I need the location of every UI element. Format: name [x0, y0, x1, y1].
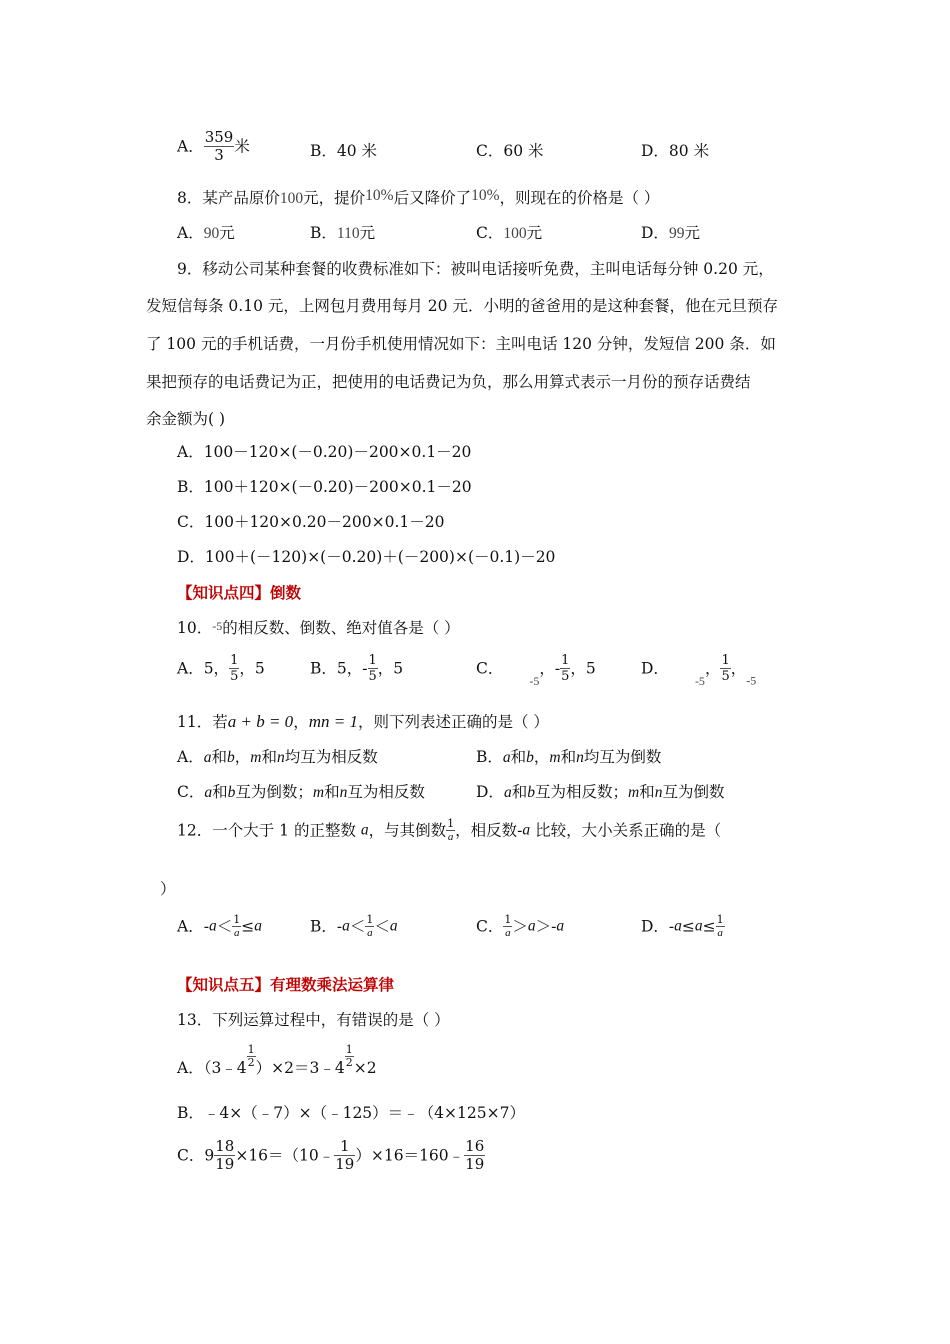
unit: 元: [526, 224, 543, 242]
operator: ＜: [216, 917, 233, 936]
operator: ＞: [512, 917, 528, 936]
option-label: A．: [177, 748, 204, 766]
q10-option-c: [476, 653, 596, 691]
q8-option-a: [177, 223, 235, 244]
fraction: [720, 653, 730, 684]
q8-option-c: [476, 223, 542, 244]
variable: a: [556, 917, 565, 935]
operator: ＜: [374, 917, 390, 936]
numerator: 18: [215, 1137, 235, 1155]
operator: ＞-: [535, 917, 557, 936]
variable: b: [526, 749, 534, 766]
option-text: 均互为相反数: [284, 748, 378, 766]
q10-text: 的相反数、倒数、绝对值各是（ ）: [222, 619, 460, 637]
option-text: A．（3﹣4: [177, 1059, 247, 1077]
denominator: 19: [335, 1155, 355, 1173]
numerator: 1: [504, 913, 512, 926]
variable: n: [339, 784, 348, 801]
q9-option-a: A．100－120×(－0.20)－200×0.1－20: [177, 443, 472, 461]
fraction: [232, 914, 241, 939]
variable: a: [694, 917, 703, 935]
variable: a: [204, 784, 213, 801]
q11-option-c: [177, 782, 425, 803]
numerator: 359: [204, 128, 234, 146]
fraction: [204, 129, 235, 164]
variable: m: [549, 749, 561, 766]
option-text: ×2: [353, 1059, 377, 1077]
variable: m: [250, 749, 262, 766]
variable: a: [389, 917, 398, 935]
fraction: [464, 1138, 485, 1173]
option-label: D．: [476, 783, 504, 801]
q9-line-1: 9．移动公司某种套餐的收费标准如下：被叫电话接听免费，主叫电话每分钟 0.20 元，: [177, 260, 774, 278]
denominator: 5: [721, 669, 730, 684]
numerator: 1: [721, 653, 730, 668]
option-label: C．: [476, 224, 504, 242]
q8-text: ，则现在的价格是（ ）: [499, 189, 660, 207]
option-text: ）×2＝3﹣4: [255, 1059, 345, 1077]
option-value: 99: [668, 225, 685, 242]
operator: ＜: [349, 917, 366, 936]
variable: b: [227, 784, 236, 801]
q9-line-4: 果把预存的电话费记为正，把使用的电话费记为负，那么用算式表示一月份的预存话费结: [146, 373, 751, 391]
unit: 元: [219, 224, 235, 242]
option-text: 互为倒数: [662, 783, 725, 801]
numerator: 1: [334, 1138, 355, 1156]
numerator: 1: [345, 1043, 353, 1056]
q11-option-d: [476, 782, 724, 803]
option-label: C．: [476, 917, 504, 936]
q12-text: 比较，大小关系正确的是（: [530, 821, 722, 840]
denominator: 2: [345, 1056, 353, 1069]
denominator: a: [367, 927, 373, 939]
fraction: [214, 1138, 235, 1173]
denominator: a: [233, 927, 240, 939]
option-label: D．-: [641, 917, 675, 936]
option-value: 100: [503, 225, 527, 242]
option-label: A．: [177, 224, 204, 242]
q11-text: ，则下列表述正确的是（ ）: [357, 713, 549, 731]
variable: a: [254, 917, 262, 935]
q12-close-paren: ）: [160, 880, 176, 898]
variable: a: [522, 821, 531, 839]
q7-option-a: [177, 129, 250, 164]
unit: 米: [234, 137, 250, 156]
option-text: ，: [234, 748, 251, 766]
option-label: A．5，: [177, 659, 230, 678]
variable: b: [527, 784, 535, 801]
option-text: C．9: [177, 1146, 215, 1165]
option-text: 和: [212, 783, 228, 801]
q10-text: 10．: [177, 619, 213, 637]
denominator: a: [717, 927, 723, 939]
option-value: 110: [336, 225, 360, 242]
option-value: 90: [203, 225, 220, 242]
option-label: A．-: [177, 917, 209, 936]
fraction: [345, 1044, 354, 1069]
q7-option-b: B．40 米: [310, 142, 378, 160]
q10-value: -5: [212, 619, 223, 633]
option-label: D．: [641, 224, 669, 242]
minus-sign: -: [554, 659, 561, 678]
q11-option-a: [177, 747, 378, 768]
q7-option-d: D．80 米: [641, 142, 710, 160]
q10-option-d: [641, 653, 756, 691]
operator: ≤: [702, 917, 716, 936]
variable: a: [342, 917, 350, 935]
q12-option-b: [310, 914, 398, 939]
option-label: B．-: [310, 917, 343, 936]
variable: a: [360, 821, 369, 839]
variable: m: [312, 784, 325, 801]
unit: 元: [359, 224, 376, 242]
q8-value: 10%: [365, 187, 394, 204]
option-label: B．: [310, 224, 337, 242]
option-text: 和: [211, 748, 227, 766]
q7-option-a-label: A．: [177, 137, 204, 156]
q11-stem: [177, 712, 549, 732]
denominator: a: [447, 831, 454, 843]
option-label: C．: [476, 659, 504, 678]
option-text: 互为倒数；: [235, 783, 313, 801]
section-heading-5: 【知识点五】有理数乘法运算律: [177, 975, 395, 994]
q8-option-b: [310, 223, 375, 244]
option-label: B．5，: [310, 659, 363, 678]
q8-text: 8．某产品原价: [177, 189, 280, 207]
q12-option-d: [641, 914, 725, 939]
denominator: 5: [368, 669, 377, 684]
fraction: [247, 1044, 256, 1069]
fraction: [560, 653, 570, 684]
denominator: 3: [214, 146, 224, 164]
option-label: C．: [177, 783, 205, 801]
q10-option-a: [177, 653, 265, 684]
operator: ≤: [241, 917, 255, 936]
q9-line-2: 发短信每条 0.10 元，上网包月费用每月 20 元．小明的爸爸用的是这种套餐，他在元旦预存: [146, 297, 778, 315]
option-text: 均互为倒数: [583, 748, 662, 766]
q12-option-c: [476, 914, 564, 939]
option-text: 和: [510, 748, 527, 766]
q10-option-b: [310, 653, 403, 684]
numerator: 1: [230, 653, 239, 668]
separator: ，: [730, 659, 747, 678]
q7-option-c: C．60 米: [476, 142, 544, 160]
q9-option-b: B．100＋120×(－0.20)－200×0.1－20: [177, 478, 472, 496]
q9-line-3: 了 100 元的手机话费，一月份手机使用情况如下：主叫电话 120 分钟，发短信 200 条．如: [146, 335, 776, 353]
q13-option-b: B．﹣4×（﹣7）×（﹣125）＝﹣（4×125×7）: [177, 1104, 525, 1122]
q10-stem: [177, 618, 460, 639]
variable: a: [674, 917, 682, 935]
numerator: 1: [247, 1043, 255, 1056]
variable: b: [226, 749, 235, 766]
option-text: 和: [511, 783, 528, 801]
separator: ，: [704, 659, 721, 678]
variable: a: [503, 784, 512, 801]
q13-option-a: [177, 1044, 377, 1078]
fraction: [334, 1138, 355, 1173]
denominator: a: [505, 927, 511, 939]
numerator: 1: [561, 653, 570, 668]
option-value: -5: [694, 673, 705, 688]
q8-text: 后又降价了: [393, 189, 472, 207]
numerator: 1: [233, 913, 241, 926]
numerator: 1: [366, 913, 374, 926]
denominator: 5: [561, 669, 570, 684]
q12-text: ，相反数-: [455, 821, 523, 840]
option-text: 和: [639, 783, 655, 801]
q9-option-c: C．100＋120×0.20－200×0.1－20: [177, 513, 445, 531]
variable: a: [527, 917, 536, 935]
denominator: 5: [230, 669, 239, 684]
option-value: -5: [746, 673, 757, 688]
numerator: 1: [716, 913, 724, 926]
variable: n: [654, 784, 663, 801]
q11-text: ，: [293, 713, 309, 731]
q8-text: 元，提价: [303, 189, 366, 207]
numerator: 16: [465, 1137, 485, 1155]
variable: a: [502, 749, 511, 766]
numerator: 1: [447, 817, 455, 830]
q8-option-d: [641, 223, 700, 244]
q12-text: ，与其倒数: [368, 821, 447, 840]
q11-equation: a + b = 0: [227, 712, 294, 731]
option-text: ，: [533, 748, 550, 766]
q12-option-a: [177, 914, 262, 939]
operator: ≤: [681, 917, 695, 936]
q8-stem: [177, 188, 659, 209]
option-text: ，5: [377, 659, 404, 678]
option-text: ，5: [570, 659, 596, 678]
fraction: [446, 818, 455, 843]
separator: ，: [539, 659, 555, 678]
option-text: ）×16＝160﹣: [355, 1146, 465, 1165]
q12-text: 12．一个大于 1 的正整数: [177, 821, 361, 840]
option-label: D．: [641, 659, 669, 678]
q12-stem: [177, 818, 721, 843]
denominator: 2: [247, 1056, 255, 1069]
variable: a: [208, 917, 217, 935]
option-text: 和: [261, 748, 277, 766]
option-text: ，5: [239, 659, 265, 678]
minus-sign: -: [362, 659, 368, 678]
q11-option-b: [476, 747, 661, 768]
section-heading-4: 【知识点四】倒数: [177, 583, 302, 602]
option-text: ×16＝（10﹣: [235, 1146, 335, 1165]
fraction: [716, 914, 725, 939]
q11-text: 11．若: [177, 713, 228, 731]
q9-line-5: 余金额为( ): [146, 410, 226, 428]
unit: 元: [684, 224, 700, 242]
option-value: -5: [529, 673, 540, 688]
variable: a: [203, 749, 212, 766]
fraction: [229, 653, 239, 684]
option-label: B．: [476, 748, 503, 766]
option-text: 和: [560, 748, 577, 766]
variable: n: [576, 749, 584, 766]
denominator: 19: [215, 1155, 235, 1173]
option-text: 互为相反数；: [534, 783, 628, 801]
q8-value: 10%: [471, 187, 500, 204]
option-text: 互为相反数: [347, 783, 425, 801]
numerator: 1: [368, 653, 377, 668]
variable: m: [627, 784, 640, 801]
q13-stem: 13．下列运算过程中，有错误的是（ ）: [177, 1011, 450, 1029]
q11-equation: mn = 1: [308, 712, 358, 731]
denominator: 19: [465, 1155, 485, 1173]
fraction: [368, 653, 378, 684]
q8-value: 100: [279, 190, 304, 207]
variable: n: [276, 749, 285, 766]
q13-option-c: [177, 1138, 485, 1173]
option-text: 和: [324, 783, 340, 801]
q9-option-d: D．100＋(－120)×(－0.20)＋(－200)×(－0.1)－20: [177, 548, 556, 566]
